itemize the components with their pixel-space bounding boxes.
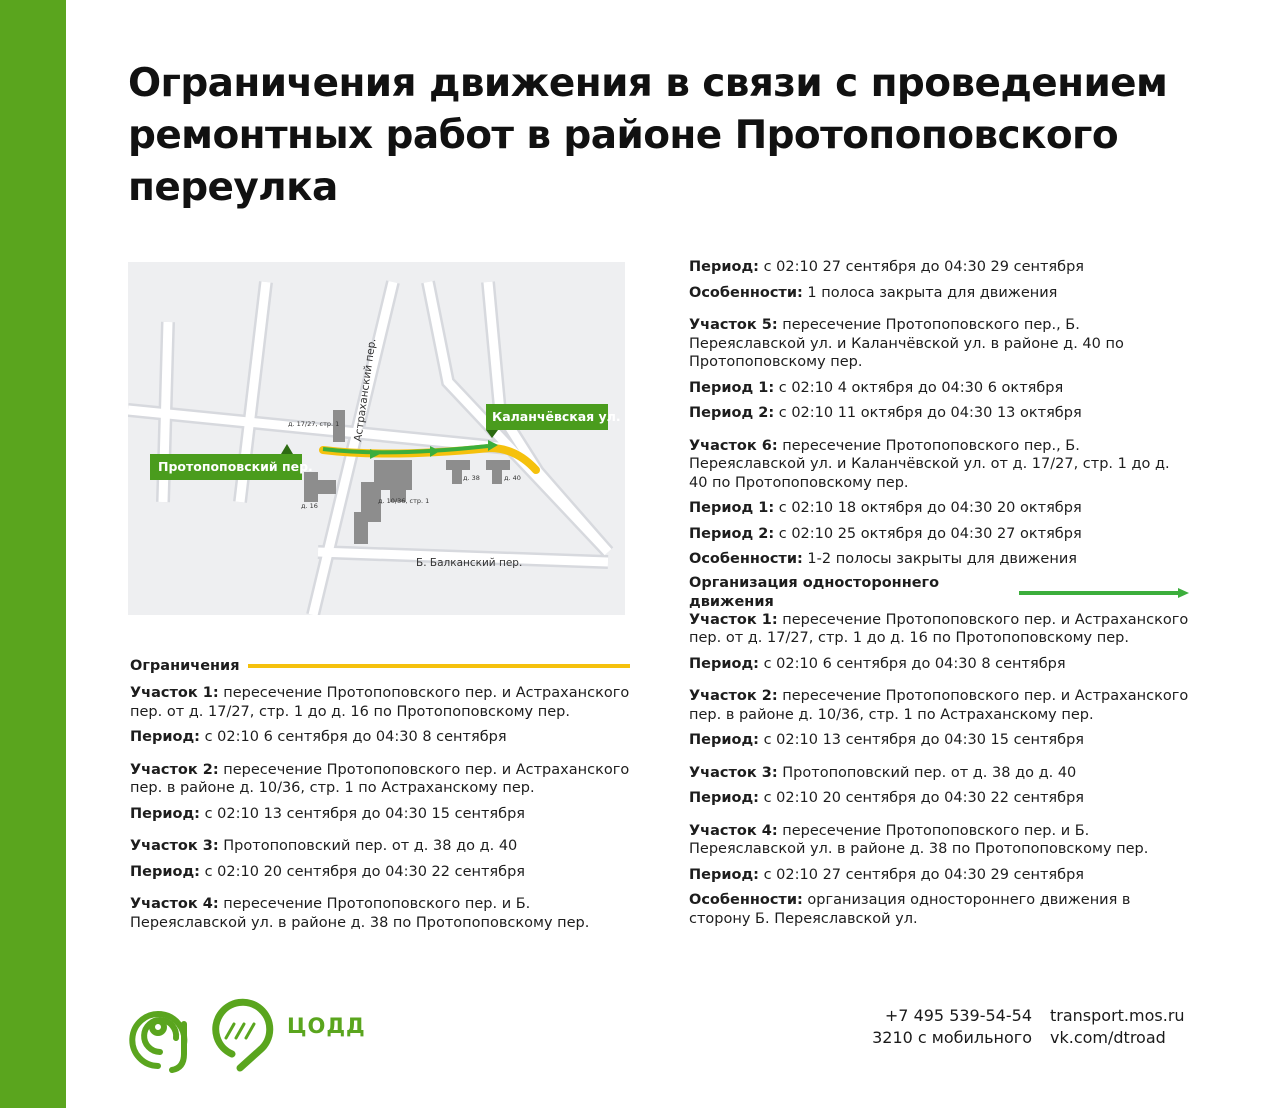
label-kalanchevskaya: Каланчёвская ул.	[492, 409, 621, 424]
yellow-legend-line	[248, 664, 630, 668]
label-house-16: д. 16	[301, 502, 318, 510]
oneway-item-3: Участок 3: Протопоповский пер. от д. 38 до д. 40 Период: с 02:10 20 сентября до 04:30 22 сентября	[689, 764, 1085, 806]
mobile-number: 3210 с мобильного	[872, 1028, 1032, 1047]
oneway-item-2: Участок 2: пересечение Протопоповского пер. и Астраханского пер. в районе д. 10/36, стр. 1 по Астраханскому пер. Период: с 02:10 13 сентября до 04:30 15 сентября	[689, 688, 1189, 748]
web-contacts	[1050, 1005, 1250, 1049]
right-column	[689, 258, 1189, 928]
codd-logo-icon	[216, 1002, 270, 1068]
restrictions-heading: Ограничения	[130, 656, 630, 676]
brand-side-bar	[0, 0, 66, 1108]
restriction-item-6: Участок 6: пересечение Протопоповского пер., Б. Переяславской ул. и Каланчёвской ул. от д. 17/27, стр. 1 до д. 40 по Протопоповскому пер. Период 1: с 02:10 18 октября до 04:30 20 октября Период 2: с 02:10 25 октября до 04:30 27 октября Особенности: 1-2 полосы закрыты для движения	[689, 437, 1170, 567]
page-title: Ограничения движения в связи с проведением ремонтных работ в районе Протопоповского переулка	[128, 61, 1168, 210]
restriction-item-1: Участок 1: пересечение Протопоповского пер. и Астраханского пер. от д. 17/27, стр. 1 до д. 16 по Протопоповскому пер. Период: с 02:10 6 сентября до 04:30 8 сентября	[130, 685, 630, 745]
label-house-38: д. 38	[463, 474, 480, 482]
restriction-item-5: Участок 5: пересечение Протопоповского пер., Б. Переяславской ул. и Каланчёвской ул. в районе д. 40 по Протопоповскому пер. Период 1: с 02:10 4 октября до 04:30 6 октября Период 2: с 02:10 11 октября до 04:30 13 октября	[689, 317, 1124, 421]
restriction-item-3: Участок 3: Протопоповский пер. от д. 38 до д. 40 Период: с 02:10 20 сентября до 04:30 22 сентября	[130, 838, 526, 880]
label-house-17-27: д. 17/27, стр. 1	[288, 420, 340, 428]
phone-contacts	[862, 1005, 1032, 1049]
restriction-item-2: Участок 2: пересечение Протопоповского пер. и Астраханского пер. в районе д. 10/36, стр. 1 по Астраханскому пер. Период: с 02:10 13 сентября до 04:30 15 сентября	[130, 761, 630, 822]
label-protopopovsky: Протопоповский пер.	[158, 459, 313, 474]
oneway-item-4: Участок 4: пересечение Протопоповского пер. и Б. Переяславской ул. в районе д. 38 по Протопоповскому пер. Период: с 02:10 27 сентября до 04:30 29 сентября Особенности: организация одностороннего движения в сторону Б. Переяславской ул.	[689, 822, 1149, 927]
label-balkansky: Б. Балканский пер.	[416, 557, 523, 569]
oneway-item-1: Участок 1: пересечение Протопоповского пер. и Астраханского пер. от д. 17/27, стр. 1 до д. 16 по Протопоповскому пер. Период: с 02:10 6 сентября до 04:30 8 сентября	[689, 611, 1189, 672]
label-house-40: д. 40	[504, 474, 521, 482]
org-name: ЦОДД	[287, 1014, 366, 1038]
restriction-item-4-continued: Период: с 02:10 27 сентября до 04:30 29 сентября Особенности: 1 полоса закрыта для движения	[689, 259, 1085, 301]
oneway-heading: Организация одностороннего движения	[689, 583, 1189, 603]
restrictions-column	[130, 656, 630, 932]
restriction-item-4: Участок 4: пересечение Протопоповского пер. и Б. Переяславской ул. в районе д. 38 по Протопоповскому пер.	[130, 896, 590, 931]
green-arrow-icon	[1019, 588, 1189, 598]
site-link[interactable]: transport.mos.ru	[1050, 1006, 1185, 1025]
vk-link[interactable]: vk.com/dtroad	[1050, 1028, 1166, 1047]
moscow-transport-logo-icon	[132, 1014, 184, 1070]
label-house-10-36: д. 10/36, стр. 1	[378, 497, 430, 505]
route-map	[128, 262, 625, 615]
phone-number[interactable]: +7 495 539-54-54	[884, 1006, 1032, 1025]
label-astrakhansky: Астраханский пер.	[352, 337, 379, 443]
